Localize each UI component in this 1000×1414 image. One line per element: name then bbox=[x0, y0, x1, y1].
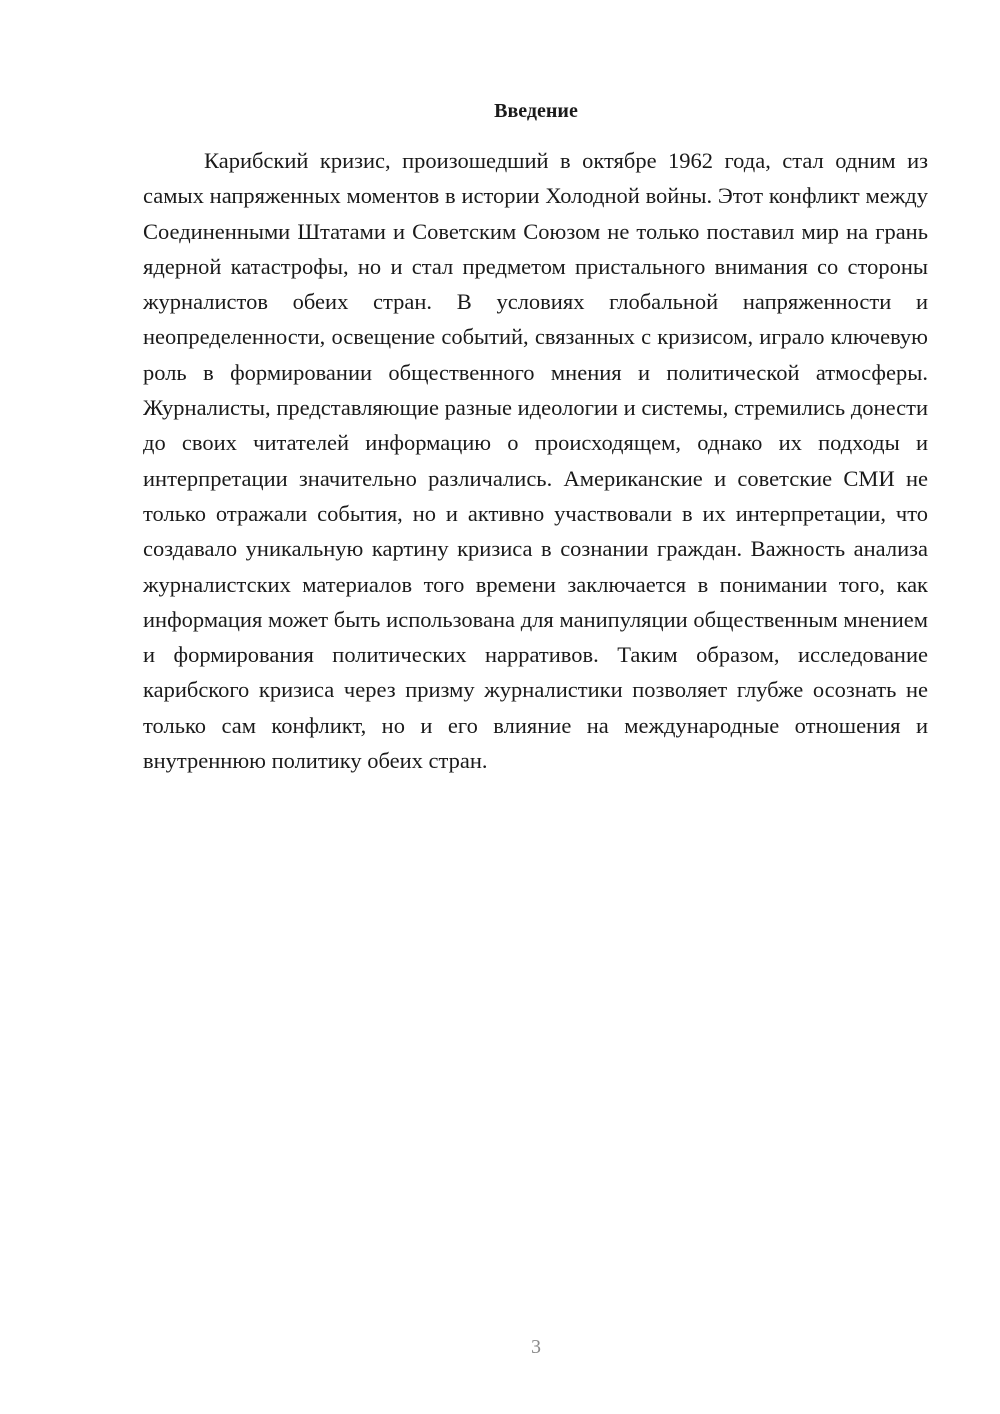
page-number: 3 bbox=[531, 1336, 541, 1358]
body-paragraph: Карибский кризис, произошедший в октябре 1962 года, стал одним из самых напряженных моментов в истории Холодной войны. Этот конфликт между Соединенными Штатами и Советским Союзом не только поставил мир на грань ядерной катастрофы, но и стал предметом пристального внимания со стороны журналистов обеих стран. В условиях глобальной напряженности и неопределенности, освещение событий, связанных с кризисом, играло ключевую роль в формировании общественного мнения и политической атмосферы. Журналисты, представляющие разные идеологии и системы, стремились донести до своих читателей информацию о происходящем, однако их подходы и интерпретации значительно различались. Американские и советские СМИ не только отражали события, но и активно участвовали в их интерпретации, что создавало уникальную картину кризиса в сознании граждан. Важность анализа журналистских материалов того времени заключается в понимании того, как информация может быть использована для манипуляции общественным мнением и формирования политических нарративов. Таким образом, исследование карибского кризиса через призму журналистики позволяет глубже осознать не только сам конфликт, но и его влияние на международные отношения и внутреннюю политику обеих стран. bbox=[143, 148, 928, 774]
section-heading: Введение bbox=[494, 100, 578, 122]
